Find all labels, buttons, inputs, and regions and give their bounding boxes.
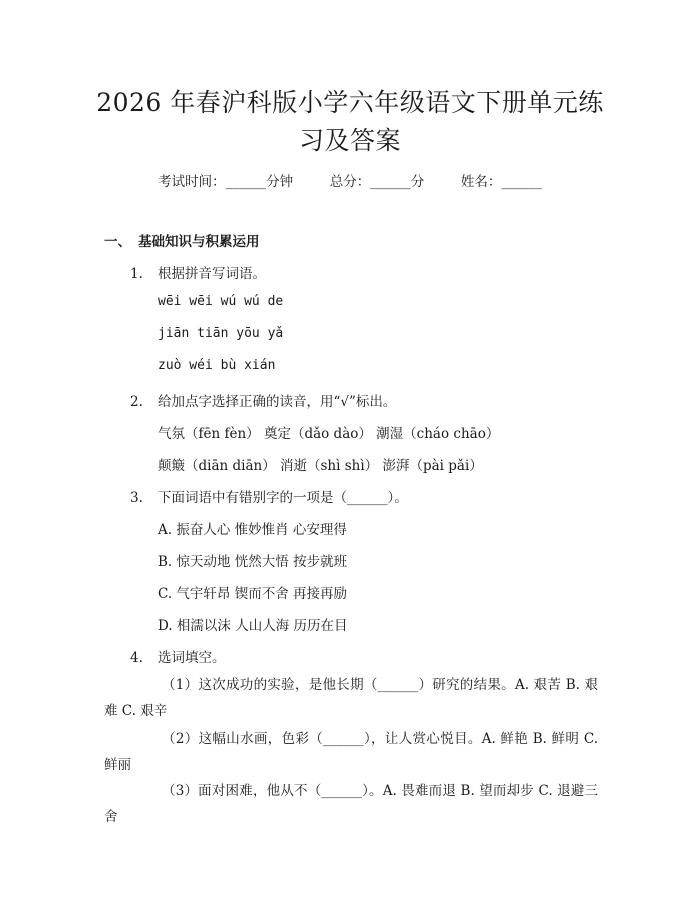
question-2 xyxy=(130,390,396,410)
section-number: 一、 xyxy=(104,234,131,250)
question-1 xyxy=(130,262,266,282)
question-4 xyxy=(130,646,226,666)
pinyin-item: zuò wéi bù xián xyxy=(158,358,276,373)
option-d: D. 相濡以沫 人山人海 历历在目 xyxy=(158,618,348,634)
question-text: 选词填空。 xyxy=(158,650,226,666)
question-number: 4. xyxy=(130,650,143,666)
pinyin-item: wēi wēi wú wú de xyxy=(158,294,284,309)
question-3 xyxy=(130,486,408,506)
pinyin-item: jiān tiān yōu yǎ xyxy=(158,326,284,341)
question-text: 给加点字选择正确的读音，用“√”标出。 xyxy=(158,394,397,410)
exam-time: 考试时间：______分钟 xyxy=(158,174,294,190)
fill-in-item: （2）这幅山水画，色彩（______），让人赏心悦目。A. 鲜艳 B. 鲜明 C. 鲜丽 xyxy=(104,731,598,773)
document-title xyxy=(0,84,700,160)
option-b: B. 惊天动地 恍然大悟 按步就班 xyxy=(158,554,348,570)
exam-total-score: 总分：______分 xyxy=(329,174,425,190)
exam-meta xyxy=(0,170,700,190)
title-line-2: 习及答案 xyxy=(298,126,401,155)
pronunciation-row: 颠簸（diān diān） 消逝（shì shì） 澎湃（pài pǎi） xyxy=(158,458,483,474)
option-a: A. 振奋人心 惟妙惟肖 心安理得 xyxy=(158,522,347,538)
question-number: 3. xyxy=(130,490,143,506)
question-text: 根据拼音写词语。 xyxy=(158,266,266,282)
exam-name-field: 姓名：______ xyxy=(460,174,542,190)
fill-in-item: （3）面对困难，他从不（______）。A. 畏难而退 B. 望而却步 C. 退避三舍 xyxy=(104,783,598,825)
pronunciation-row: 气氛（fēn fèn） 奠定（dǎo dào） 潮湿（cháo chāo） xyxy=(158,426,500,442)
title-line-1: 2026 年春沪科版小学六年级语文下册单元练 xyxy=(96,88,604,117)
fill-in-item: （1）这次成功的实验，是他长期（______）研究的结果。A. 艰苦 B. 艰难 C. 艰辛 xyxy=(104,677,598,719)
section-heading xyxy=(104,230,260,250)
section-title: 基础知识与积累运用 xyxy=(138,234,260,250)
question-number: 2. xyxy=(130,394,143,410)
option-c: C. 气宇轩昂 锲而不舍 再接再励 xyxy=(158,586,348,602)
question-text: 下面词语中有错别字的一项是（______）。 xyxy=(158,490,408,506)
question-number: 1. xyxy=(130,266,143,282)
